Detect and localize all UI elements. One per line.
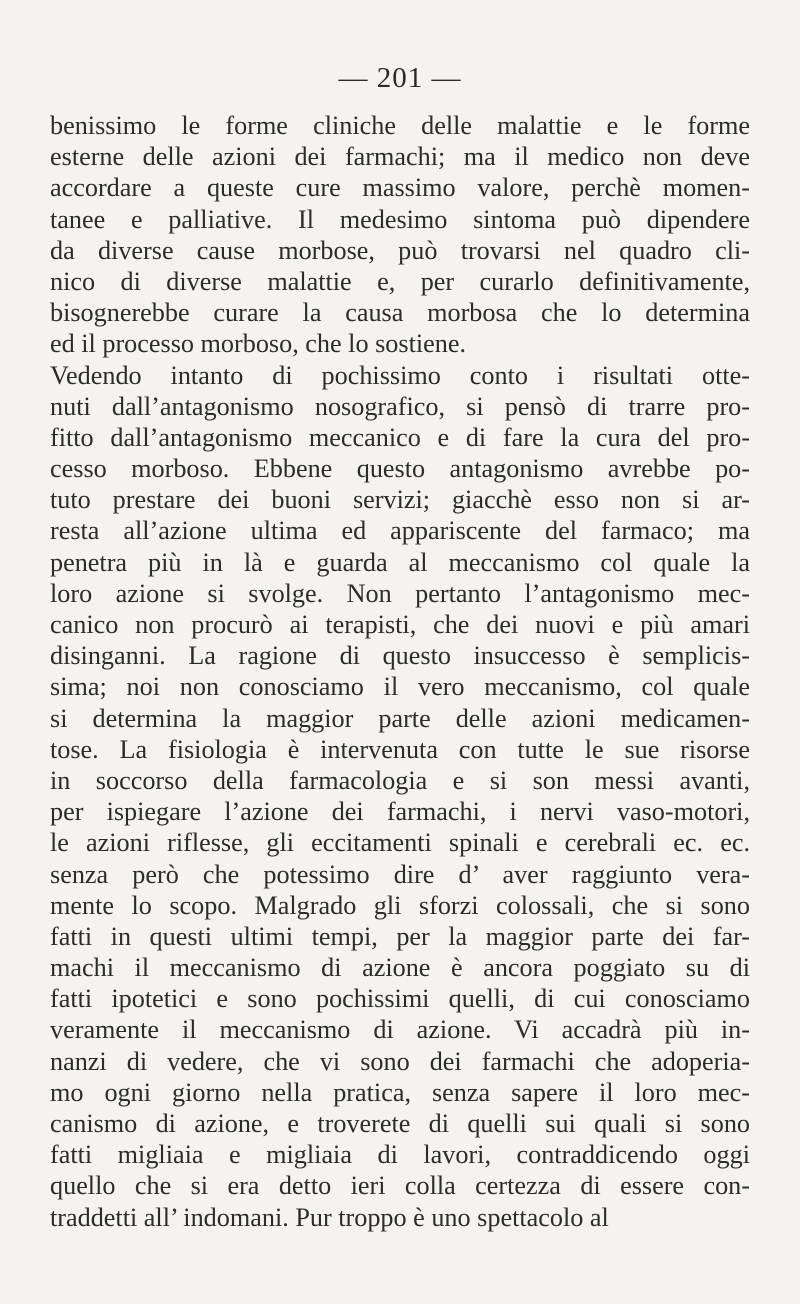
text-line: fatti in questi ultimi tempi, per la maggior parte dei far- [50,921,750,951]
text-line: fatti migliaia e migliaia di lavori, contraddicendo oggi [50,1140,750,1170]
text-line: esterne delle azioni dei farmachi; ma il medico non deve [50,142,750,172]
text-line: nanzi di vedere, che vi sono dei farmachi che adoperia- [50,1046,750,1076]
text-line: quello che si era detto ieri colla certezza di essere con- [50,1171,750,1201]
text-line: sima; noi non conosciamo il vero meccanismo, col quale [50,672,750,702]
text-line: in soccorso della farmacologia e si son messi avanti, [50,765,750,795]
text-line: fitto dall’antagonismo meccanico e di fare la cura del pro- [50,422,750,452]
text-line: cesso morboso. Ebbene questo antagonismo avrebbe po- [50,454,750,484]
text-line: mente lo scopo. Malgrado gli sforzi colossali, che si sono [50,890,750,920]
text-line: veramente il meccanismo di azione. Vi accadrà più in- [50,1015,750,1045]
text-line: fatti ipotetici e sono pochissimi quelli, di cui conosciamo [50,984,750,1014]
text-line: traddetti all’ indomani. Pur troppo è uno spettacolo al [50,1202,609,1232]
text-line: canico non procurò ai terapisti, che dei nuovi e più amari [50,610,750,639]
text-line: benissimo le forme cliniche delle malattie e le forme [50,111,750,140]
text-line: da diverse cause morbose, può trovarsi nel quadro cli- [50,235,750,265]
text-line: mo ogni giorno nella pratica, senza sapere il loro mec- [50,1077,750,1107]
text-line: Vedendo intanto di pochissimo conto i risultati otte- [50,360,750,390]
text-line: le azioni riflesse, gli eccitamenti spinali e cerebrali ec. ec. [50,828,750,858]
text-line: disinganni. La ragione di questo insuccesso è semplicis- [50,641,750,671]
text-line: loro azione si svolge. Non pertanto l’antagonismo mec- [50,578,750,608]
text-line: canismo di azione, e troverete di quelli sui quali si sono [50,1109,750,1138]
body-text [50,110,750,1233]
text-line: ed il processo morboso, che lo sostiene. [50,329,467,359]
text-line: si determina la maggior parte delle azioni medicamen- [50,703,750,733]
text-line: resta all’azione ultima ed appariscente del farmaco; ma [50,516,750,546]
text-line: nuti dall’antagonismo nosografico, si pensò di trarre pro- [50,391,750,421]
text-line: nico di diverse malattie e, per curarlo definitivamente, [50,266,750,296]
text-line: machi il meccanismo di azione è ancora poggiato su di [50,953,750,983]
text-line: senza però che potessimo dire d’ aver raggiunto vera- [50,859,750,889]
page-number-header: — 201 — [338,62,462,94]
text-line: bisognerebbe curare la causa morbosa che lo determina [50,298,750,328]
text-line: tanee e palliative. Il medesimo sintoma può dipendere [50,204,750,234]
text-line: per ispiegare l’azione dei farmachi, i nervi vaso-motori, [50,797,750,827]
text-line: penetra più in là e guarda al meccanismo col quale la [50,547,750,577]
text-line: accordare a queste cure massimo valore, perchè momen- [50,173,750,203]
text-line: tose. La fisiologia è intervenuta con tutte le sue risorse [50,734,750,764]
text-line: tuto prestare dei buoni servizi; giacchè esso non si ar- [50,485,750,515]
